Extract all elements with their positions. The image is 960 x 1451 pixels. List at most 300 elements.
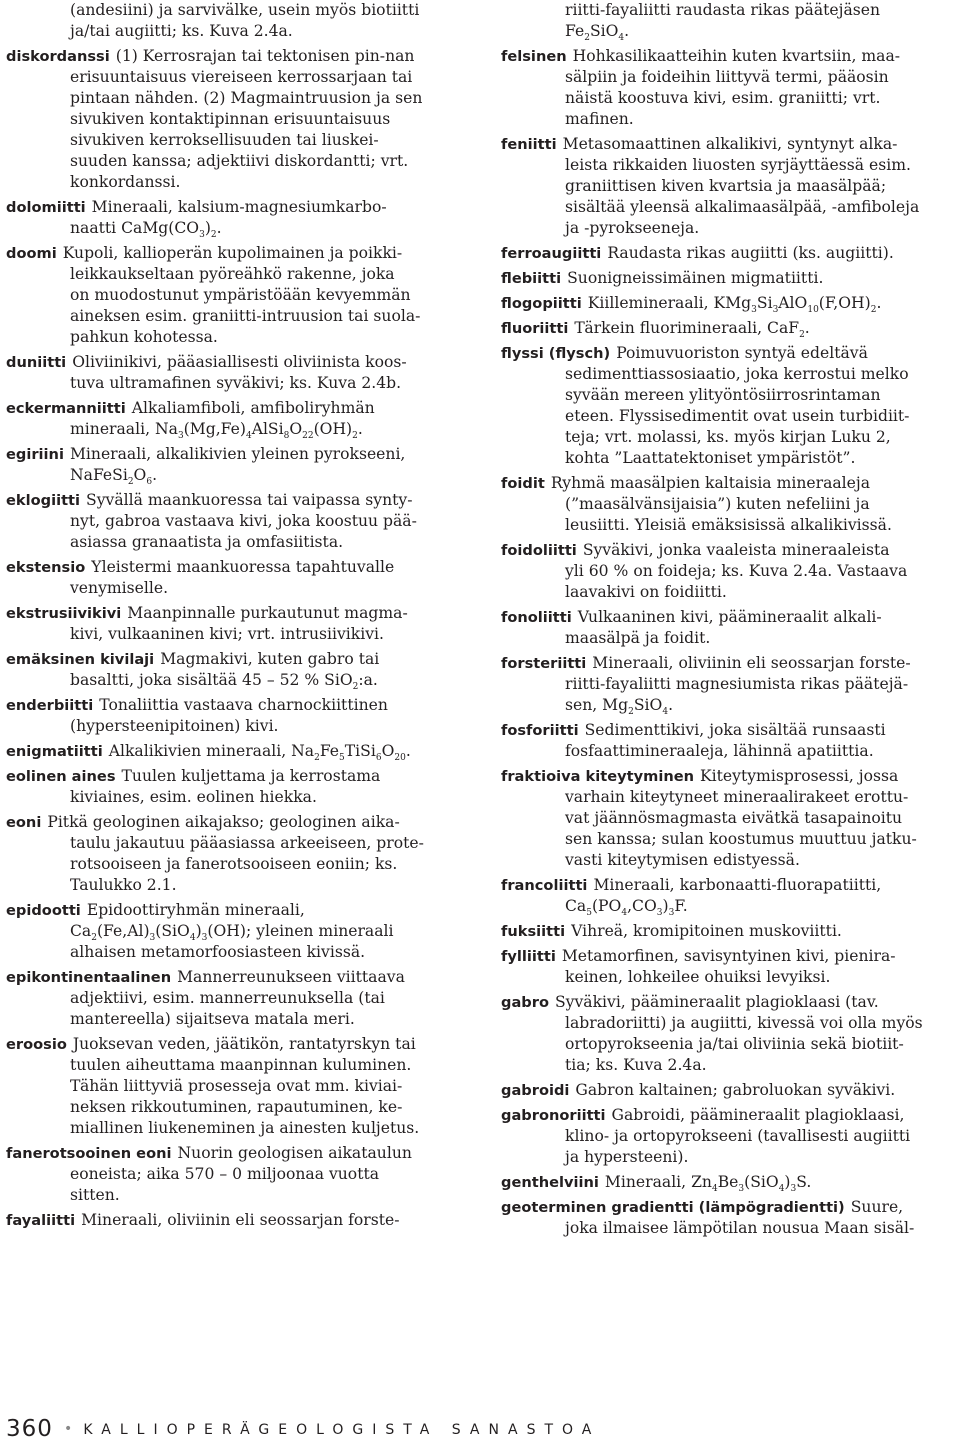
definition-line xyxy=(6,327,468,348)
definition-line xyxy=(501,67,953,88)
definition-line xyxy=(501,1055,953,1076)
definition-text: basaltti, joka sisältää 45 – 52 % SiO$_2$:a. xyxy=(70,671,378,692)
definition-line xyxy=(6,398,468,419)
definition-line xyxy=(501,1197,953,1218)
definition-line xyxy=(6,151,468,172)
definition-text: Kiteytymisprosessi, jossa xyxy=(700,767,899,785)
definition-text: miallinen liukeneminen ja ainesten kuljetus. xyxy=(70,1119,420,1137)
glossary-term: eolinen aines xyxy=(6,768,116,785)
glossary-entry-gabro xyxy=(501,992,953,1076)
glossary-entry-foidit xyxy=(501,473,953,536)
definition-line xyxy=(6,46,468,67)
definition-line xyxy=(6,88,468,109)
definition-text: teja; vrt. molassi, ks. myös kirjan Luku 2, xyxy=(565,428,891,446)
definition-line xyxy=(501,787,953,808)
glossary-entry-continued xyxy=(6,0,468,42)
glossary-term: fanerotsooinen eoni xyxy=(6,1145,172,1162)
definition-line xyxy=(6,67,468,88)
definition-text: pintaan nähden. (2) Magmaintruusion ja sen xyxy=(70,89,423,107)
definition-line xyxy=(501,1147,953,1168)
glossary-term: egiriini xyxy=(6,446,64,463)
glossary-term: felsinen xyxy=(501,48,567,65)
definition-text: Sedimenttikivi, joka sisältää runsaasti xyxy=(584,721,886,739)
definition-line xyxy=(6,306,468,327)
definition-text: keinen, lohkeilee ohuiksi levyiksi. xyxy=(565,968,831,986)
glossary-term: fylliitti xyxy=(501,948,556,965)
definition-text: Mineraali, alkalikivien yleinen pyrokseeni, xyxy=(69,445,406,463)
glossary-term: foidoliitti xyxy=(501,542,577,559)
definition-text: $Ca_5(PO_4,CO_3)_3F$. xyxy=(565,897,688,918)
glossary-entry-emaksinen-kivilaji xyxy=(6,649,468,691)
glossary-entry-egiriini xyxy=(6,444,468,486)
glossary-term: enderbiitti xyxy=(6,697,94,714)
footer-separator: • xyxy=(64,1421,73,1437)
glossary-entry-flogopiitti xyxy=(501,293,953,314)
definition-line xyxy=(501,494,953,515)
definition-line xyxy=(6,603,468,624)
definition-line xyxy=(501,561,953,582)
glossary-entry-geoterminen-gradientti-lampogradientti xyxy=(501,1197,953,1239)
definition-line xyxy=(501,896,953,917)
definition-line xyxy=(501,1013,953,1034)
definition-line xyxy=(6,1076,468,1097)
glossary-entry-flyssi-flysch xyxy=(501,343,953,469)
definition-line xyxy=(6,21,468,42)
definition-line xyxy=(501,268,953,289)
glossary-term: gabronoriitti xyxy=(501,1107,606,1124)
glossary-term: eroosio xyxy=(6,1036,67,1053)
glossary-term: fosforiitti xyxy=(501,722,579,739)
definition-text: Kiillemineraali, $KMg_3Si_3AlO_{10}(F,OH)_2$. xyxy=(587,294,882,315)
glossary-entry-fayaliitti xyxy=(6,1210,468,1231)
definition-line xyxy=(6,532,468,553)
definition-text: fosfaattimineraaleja, lähinnä apatiittia. xyxy=(565,742,874,760)
definition-line xyxy=(6,1143,468,1164)
glossary-entry-ekstensio xyxy=(6,557,468,599)
glossary-term: eklogiitti xyxy=(6,492,81,509)
definition-line xyxy=(6,695,468,716)
glossary-term: eoni xyxy=(6,814,42,831)
definition-text: kiviaines, esim. eolinen hiekka. xyxy=(70,788,317,806)
glossary-term: eckermanniitti xyxy=(6,400,126,417)
definition-line xyxy=(6,1055,468,1076)
definition-line xyxy=(6,1034,468,1055)
definition-line xyxy=(501,829,953,850)
definition-text: Syväkivi, päämineraalit plagioklaasi (tav. xyxy=(554,993,879,1011)
page-footer xyxy=(6,1416,600,1442)
definition-line xyxy=(6,1164,468,1185)
definition-line xyxy=(501,582,953,603)
definition-text: riitti-fayaliitti magnesiumista rikas päätejä- xyxy=(565,675,909,693)
definition-text: Tonaliittia vastaava charnockiittinen xyxy=(99,696,388,714)
glossary-entry-fonoliitti xyxy=(501,607,953,649)
definition-text: mafinen. xyxy=(565,110,634,128)
definition-text: Hohkasilikaatteihin kuten kvartsiin, maa- xyxy=(572,47,901,65)
definition-text: yli 60 % on foideja; ks. Kuva 2.4a. Vastaava xyxy=(565,562,908,580)
definition-text: Tähän liittyviä prosesseja ovat mm. kiviai- xyxy=(70,1077,403,1095)
definition-line xyxy=(501,720,953,741)
definition-text: Juoksevan veden, jäätikön, rantatyrskyn tai xyxy=(72,1035,416,1053)
definition-line xyxy=(6,649,468,670)
definition-text: sitten. xyxy=(70,1186,120,1204)
glossary-entry-francoliitti xyxy=(501,875,953,917)
glossary-entry-felsinen xyxy=(501,46,953,130)
definition-line xyxy=(501,628,953,649)
definition-line xyxy=(6,1210,468,1231)
definition-text: ja hypersteeni). xyxy=(565,1148,689,1166)
definition-line xyxy=(501,850,953,871)
definition-text: pahkun kohotessa. xyxy=(70,328,218,346)
page-number: 360 xyxy=(6,1416,53,1442)
definition-text: Metamorfinen, savisyntyinen kivi, pienira- xyxy=(561,947,896,965)
definition-text: eteen. Flyssisedimentit ovat usein turbidiit- xyxy=(565,407,910,425)
definition-text: (hypersteenipitoinen) kivi. xyxy=(70,717,279,735)
glossary-term: flyssi (flysch) xyxy=(501,345,611,362)
definition-line xyxy=(6,875,468,896)
definition-text: maasälpä ja foidit. xyxy=(565,629,711,647)
definition-text: Mineraali, $Zn_4Be_3(SiO_4)_3S$. xyxy=(604,1173,812,1194)
glossary-entry-eklogiitti xyxy=(6,490,468,553)
glossary-entry-feniitti xyxy=(501,134,953,239)
definition-line xyxy=(6,766,468,787)
definition-line xyxy=(501,808,953,829)
definition-line xyxy=(501,134,953,155)
right-column xyxy=(501,0,953,1243)
definition-text: taulu jakautuu pääasiassa arkeeiseen, prote- xyxy=(70,834,424,852)
definition-line xyxy=(501,473,953,494)
definition-text: ja -pyrokseeneja. xyxy=(565,219,700,237)
definition-text: sen kanssa; sulan koostumus muuttuu jatku- xyxy=(565,830,917,848)
definition-line xyxy=(501,967,953,988)
definition-text: kohta ”Laattatektoniset ympäristöt”. xyxy=(565,449,856,467)
glossary-entry-eolinen-aines xyxy=(6,766,468,808)
definition-line xyxy=(6,197,468,218)
definition-line xyxy=(501,343,953,364)
definition-line xyxy=(6,243,468,264)
definition-line xyxy=(501,1034,953,1055)
glossary-term: enigmatiitti xyxy=(6,743,103,760)
definition-line xyxy=(6,578,468,599)
definition-line xyxy=(6,444,468,465)
definition-text: Pitkä geologinen aikajakso; geologinen aika- xyxy=(47,813,400,831)
definition-line xyxy=(6,1009,468,1030)
definition-text: $NaFeSi_2O_6$. xyxy=(70,466,158,487)
definition-text: Maanpinnalle purkautunut magma- xyxy=(127,604,408,622)
definition-text: sisältää yleensä alkalimaasälpää, -amfiboleja xyxy=(565,198,920,216)
definition-text: Poimuvuoriston syntyä edeltävä xyxy=(616,344,868,362)
definition-line xyxy=(501,46,953,67)
definition-text: Tuulen kuljettama ja kerrostama xyxy=(121,767,381,785)
definition-line xyxy=(501,1126,953,1147)
glossary-term: foidit xyxy=(501,475,545,492)
definition-line xyxy=(6,833,468,854)
definition-text: alhaisen metamorfoosiasteen kivissä. xyxy=(70,943,366,961)
definition-line xyxy=(501,364,953,385)
definition-line xyxy=(501,653,953,674)
definition-line xyxy=(501,155,953,176)
definition-line xyxy=(501,515,953,536)
definition-text: leista rikkaiden liuosten syrjäyttäessä esim. xyxy=(565,156,911,174)
glossary-term: duniitti xyxy=(6,354,67,371)
definition-text: Mineraali, kalsium-magnesiumkarbo- xyxy=(91,198,387,216)
definition-line xyxy=(501,766,953,787)
definition-text: Mineraali, oliviinin eli seossarjan forste- xyxy=(592,654,911,672)
definition-line xyxy=(6,218,468,239)
glossary-entry-duniitti xyxy=(6,352,468,394)
definition-line xyxy=(6,942,468,963)
definition-text: neksen rikkoutuminen, rapautuminen, ke- xyxy=(70,1098,403,1116)
glossary-entry-enderbiitti xyxy=(6,695,468,737)
definition-text: Raudasta rikas augiitti (ks. augiitti). xyxy=(607,244,894,262)
definition-text: Syvällä maankuoressa tai vaipassa synty- xyxy=(86,491,413,509)
definition-line xyxy=(501,607,953,628)
glossary-term: ekstensio xyxy=(6,559,86,576)
glossary-entry-epikontinentaalinen xyxy=(6,967,468,1030)
definition-line xyxy=(6,854,468,875)
definition-text: näistä koostuva kivi, esim. graniitti; vrt. xyxy=(565,89,881,107)
definition-text: tuulen aiheuttama maanpinnan kuluminen. xyxy=(70,1056,412,1074)
definition-line xyxy=(6,741,468,762)
definition-text: Epidoottiryhmän mineraali, xyxy=(86,901,305,919)
glossary-entry-ekstrusiivikivi xyxy=(6,603,468,645)
definition-text: riitti-fayaliitti raudasta rikas päätejäsen xyxy=(565,1,881,19)
definition-line xyxy=(501,88,953,109)
definition-line xyxy=(501,218,953,239)
definition-text: Vihreä, kromipitoinen muskoviitti. xyxy=(571,922,842,940)
glossary-entry-eckermanniitti xyxy=(6,398,468,440)
glossary-term: emäksinen kivilaji xyxy=(6,651,155,668)
definition-line xyxy=(6,130,468,151)
definition-text: mineraali, $Na_3(Mg,Fe)_4AlSi_8O_{22}(OH)_2$. xyxy=(70,420,363,441)
glossary-term: doomi xyxy=(6,245,57,262)
definition-line xyxy=(501,1172,953,1193)
definition-text: tia; ks. Kuva 2.4a. xyxy=(565,1056,707,1074)
definition-text: Taulukko 2.1. xyxy=(70,876,177,894)
definition-line xyxy=(6,624,468,645)
definition-line xyxy=(501,674,953,695)
glossary-entry-doomi xyxy=(6,243,468,348)
definition-text: kivi, vulkaaninen kivi; vrt. intrusiivikivi. xyxy=(70,625,384,643)
definition-line xyxy=(501,318,953,339)
definition-line xyxy=(6,900,468,921)
definition-line xyxy=(6,1118,468,1139)
definition-text: Alkaliamfiboli, amfiboliryhmän xyxy=(131,399,375,417)
definition-text: Metasomaattinen alkalikivi, syntynyt alka- xyxy=(562,135,898,153)
glossary-entry-epidootti xyxy=(6,900,468,963)
glossary-entry-eoni xyxy=(6,812,468,896)
definition-line xyxy=(6,352,468,373)
definition-text: Ryhmä maasälpien kaltaisia mineraaleja xyxy=(550,474,871,492)
glossary-entry-gabronoriitti xyxy=(501,1105,953,1168)
definition-text: Oliviinikivi, pääasiallisesti oliviinista koos- xyxy=(72,353,407,371)
glossary-entry-continued xyxy=(501,0,953,42)
definition-line xyxy=(6,670,468,691)
definition-text: Magmakivi, kuten gabro tai xyxy=(160,650,380,668)
glossary-term: gabroidi xyxy=(501,1082,570,1099)
definition-line xyxy=(501,427,953,448)
definition-line xyxy=(501,1105,953,1126)
definition-line xyxy=(501,921,953,942)
definition-text: sen, $Mg_2SiO_4$. xyxy=(565,696,674,717)
definition-text: Mannerreunukseen viittaava xyxy=(177,968,405,986)
left-column xyxy=(6,0,468,1235)
definition-line xyxy=(501,293,953,314)
glossary-entry-genthelviini xyxy=(501,1172,953,1193)
definition-text: $Ca_2(Fe,Al)_3(SiO_4)_3(OH)$; yleinen mineraali xyxy=(70,922,394,943)
definition-text: vat jäännösmagmasta eivätkä tasapainoitu xyxy=(565,809,903,827)
glossary-entry-fuksiitti xyxy=(501,921,953,942)
glossary-entry-ferroaugiitti xyxy=(501,243,953,264)
glossary-entry-enigmatiitti xyxy=(6,741,468,762)
definition-text: sivukiven kontaktipinnan erisuuntaisuus xyxy=(70,110,391,128)
definition-line xyxy=(6,285,468,306)
definition-line xyxy=(501,992,953,1013)
definition-text: laavakivi on foidiitti. xyxy=(565,583,727,601)
definition-line xyxy=(501,176,953,197)
definition-line xyxy=(501,406,953,427)
definition-text: adjektiivi, esim. mannerreunuksella (tai xyxy=(70,989,385,1007)
definition-text: syvään mereen ylityöntösiirrosrintaman xyxy=(565,386,881,404)
glossary-entry-forsteriitti xyxy=(501,653,953,716)
definition-text: Kupoli, kallioperän kupolimainen ja poikki- xyxy=(62,244,403,262)
definition-line xyxy=(501,741,953,762)
definition-text: Alkalikivien mineraali, $Na_2Fe_5TiSi_6O_{20}$. xyxy=(108,742,411,763)
definition-line xyxy=(6,1097,468,1118)
definition-text: Nuorin geologisen aikataulun xyxy=(177,1144,412,1162)
glossary-term: ekstrusiivikivi xyxy=(6,605,122,622)
definition-text: naatti $CaMg(CO_3)_2$. xyxy=(70,219,222,240)
definition-line xyxy=(501,946,953,967)
definition-line xyxy=(6,787,468,808)
definition-text: labradoriitti) ja augiitti, kivessä voi olla myös xyxy=(565,1014,923,1032)
definition-text: aineksen esim. graniitti-intruusion tai suola- xyxy=(70,307,421,325)
definition-line xyxy=(6,557,468,578)
definition-text: tuva ultramafinen syväkivi; ks. Kuva 2.4b. xyxy=(70,374,402,392)
glossary-term: diskordanssi xyxy=(6,48,110,65)
definition-line xyxy=(6,812,468,833)
definition-text: sälpiin ja foideihin liittyvä termi, pääosin xyxy=(565,68,889,86)
glossary-entry-gabroidi xyxy=(501,1080,953,1101)
definition-text: eoneista; aika 570 – 0 miljoonaa vuotta xyxy=(70,1165,380,1183)
definition-text: ortopyrokseenia ja/tai oliviinia sekä biotiit- xyxy=(565,1035,904,1053)
glossary-term: epikontinentaalinen xyxy=(6,969,172,986)
definition-text: Yleistermi maankuoressa tapahtuvalle xyxy=(91,558,395,576)
definition-line xyxy=(501,197,953,218)
definition-line xyxy=(6,921,468,942)
definition-text: ja/tai augiitti; ks. Kuva 2.4a. xyxy=(70,22,293,40)
glossary-term: flogopiitti xyxy=(501,295,582,312)
definition-text: asiassa granaatista ja omfasiitista. xyxy=(70,533,344,551)
definition-line xyxy=(501,540,953,561)
glossary-term: genthelviini xyxy=(501,1174,599,1191)
glossary-entry-dolomiitti xyxy=(6,197,468,239)
definition-line xyxy=(501,695,953,716)
definition-text: mantereella) sijaitseva matala meri. xyxy=(70,1010,355,1028)
definition-line xyxy=(6,988,468,1009)
glossary-term: dolomiitti xyxy=(6,199,86,216)
glossary-entry-foidoliitti xyxy=(501,540,953,603)
definition-text: (1) Kerrosrajan tai tektonisen pin-nan xyxy=(115,47,415,65)
definition-line xyxy=(501,243,953,264)
definition-text: $Fe_2SiO_4$. xyxy=(565,22,630,43)
definition-text: joka ilmaisee lämpötilan nousua Maan sisäl- xyxy=(565,1219,915,1237)
definition-text: (”maasälvänsijaisia”) kuten nefeliini ja xyxy=(565,495,870,513)
definition-text: Gabroidi, päämineraalit plagioklaasi, xyxy=(611,1106,905,1124)
definition-text: Mineraali, oliviinin eli seossarjan forste- xyxy=(81,1211,400,1229)
definition-line xyxy=(501,21,953,42)
definition-text: Suure, xyxy=(850,1198,904,1216)
glossary-term: ferroaugiitti xyxy=(501,245,602,262)
definition-text: sivukiven kerroksellisuuden tai liuskei- xyxy=(70,131,379,149)
definition-line xyxy=(6,490,468,511)
running-title: KALLIOPERÄGEOLOGISTA SANASTOA xyxy=(83,1422,601,1438)
definition-line xyxy=(6,1185,468,1206)
definition-text: graniittisen kiven kvartsia ja maasälpää; xyxy=(565,177,887,195)
definition-text: venymiselle. xyxy=(70,579,169,597)
definition-text: Syväkivi, jonka vaaleista mineraaleista xyxy=(582,541,890,559)
glossary-entry-fanerotsooinen-eoni xyxy=(6,1143,468,1206)
definition-text: nyt, gabroa vastaava kivi, joka koostuu pää- xyxy=(70,512,417,530)
definition-text: leikkaukseltaan pyöreähkö rakenne, joka xyxy=(70,265,395,283)
glossary-entry-fosforiitti xyxy=(501,720,953,762)
definition-text: Suonigneissimäinen migmatiitti. xyxy=(567,269,824,287)
definition-text: on muodostunut ympäristöään kevyemmän xyxy=(70,286,411,304)
glossary-term: forsteriitti xyxy=(501,655,587,672)
glossary-term: fraktioiva kiteytyminen xyxy=(501,768,695,785)
definition-text: rotsooiseen ja fanerotsooiseen eoniin; ks. xyxy=(70,855,398,873)
glossary-entry-fluoriitti xyxy=(501,318,953,339)
glossary-term: fayaliitti xyxy=(6,1212,76,1229)
definition-text: sedimenttiassosiaatio, joka kerrostui melko xyxy=(565,365,909,383)
glossary-entry-fylliitti xyxy=(501,946,953,988)
definition-line xyxy=(6,465,468,486)
definition-line xyxy=(6,109,468,130)
definition-text: varhain kiteytyneet mineraalirakeet erottu- xyxy=(565,788,909,806)
definition-line xyxy=(6,967,468,988)
glossary-term: feniitti xyxy=(501,136,557,153)
definition-line xyxy=(501,875,953,896)
definition-line xyxy=(6,511,468,532)
glossary-entry-diskordanssi xyxy=(6,46,468,193)
definition-text: klino- ja ortopyrokseeni (tavallisesti augiitti xyxy=(565,1127,911,1145)
definition-line xyxy=(6,419,468,440)
glossary-entry-eroosio xyxy=(6,1034,468,1139)
definition-line xyxy=(501,1218,953,1239)
definition-line xyxy=(6,264,468,285)
definition-text: vasti kiteytymisen edistyessä. xyxy=(565,851,800,869)
glossary-term: francoliitti xyxy=(501,877,588,894)
glossary-term: epidootti xyxy=(6,902,81,919)
definition-text: erisuuntaisuus viereiseen kerrossarjaan tai xyxy=(70,68,413,86)
glossary-term: fonoliitti xyxy=(501,609,572,626)
glossary-term: geoterminen gradientti (lämpögradientti) xyxy=(501,1199,845,1216)
definition-text: leusiitti. Yleisiä emäksisissä alkalikivissä. xyxy=(565,516,892,534)
definition-text: konkordanssi. xyxy=(70,173,181,191)
definition-line xyxy=(6,172,468,193)
definition-text: Tärkein fluorimineraali, CaF$_2$. xyxy=(574,319,810,340)
glossary-term: flebiitti xyxy=(501,270,562,287)
definition-text: suuden kanssa; adjektiivi diskordantti; vrt. xyxy=(70,152,409,170)
definition-line xyxy=(501,109,953,130)
definition-line xyxy=(501,1080,953,1101)
glossary-term: fluoriitti xyxy=(501,320,569,337)
definition-text: Mineraali, karbonaatti-fluorapatiitti, xyxy=(593,876,882,894)
definition-line xyxy=(6,373,468,394)
definition-text: Gabron kaltainen; gabroluokan syväkivi. xyxy=(575,1081,896,1099)
definition-line xyxy=(501,385,953,406)
glossary-entry-flebiitti xyxy=(501,268,953,289)
definition-line xyxy=(501,0,953,21)
